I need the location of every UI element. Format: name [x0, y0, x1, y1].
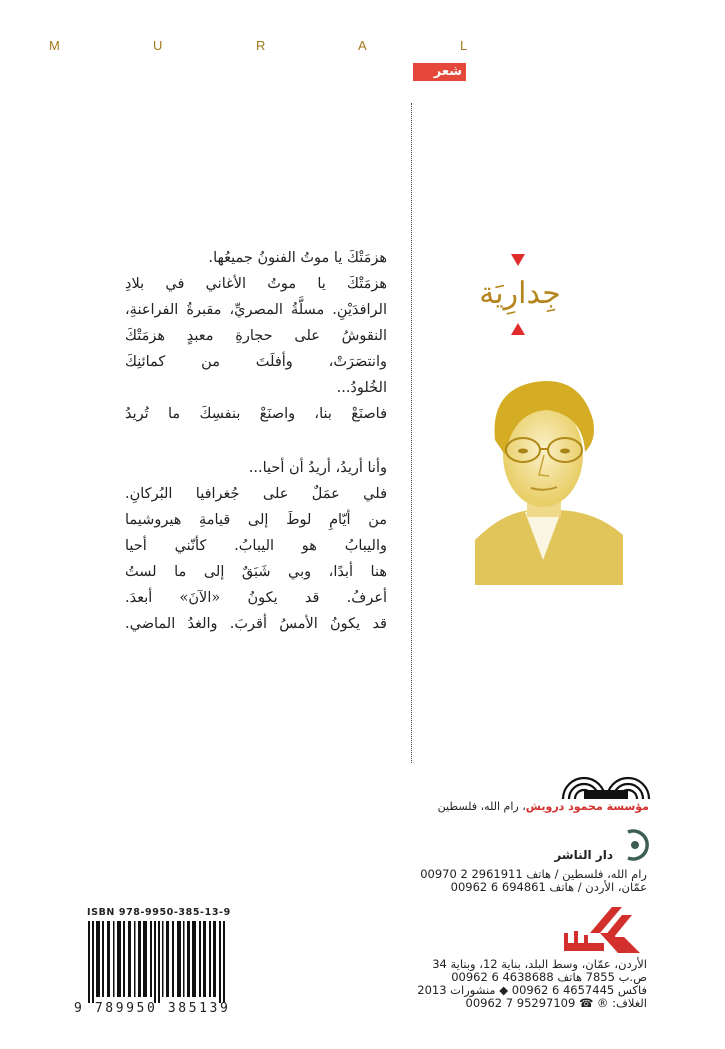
- ahlia-info-line: الغلاف: ® ☎ 95297109 7 00962: [465, 996, 647, 1010]
- poetry-badge: شعر: [413, 63, 466, 81]
- poem-stanza-2: [125, 455, 387, 637]
- poem-line: فلي عمَلٌ على جُغرافيا البُركانِ.: [125, 486, 387, 502]
- ahlia-info-line: الأردن، عمّان، وسط البلد، بناية 12، وبناية 34: [432, 957, 647, 971]
- nashir-logo-icon: [618, 828, 652, 862]
- ahlia-info-line: فاكس 4657445 6 00962 ◆ منشورات 2013: [417, 983, 647, 997]
- poem-line: وانتصَرَتْ، وأفلَتَ من كمائنِكَ: [125, 354, 387, 370]
- poem-line: هزمَتْكَ يا موتُ الأغاني في بلادِ: [125, 276, 387, 292]
- nashir-info-line: رام الله، فلسطين / هاتف 2961911 2 00970: [420, 867, 647, 881]
- poem-line: وأنا أريدُ، أريدُ أن أحيا...: [248, 460, 387, 476]
- series-letter: U: [153, 38, 163, 53]
- poem-line: الخُلودُ...: [336, 380, 387, 396]
- barcode-icon: [88, 921, 225, 1003]
- series-letter: A: [358, 38, 367, 53]
- nashir-info-line: عمّان، الأردن / هاتف 694861 6 00962: [450, 880, 647, 894]
- poem-line: الرافدَيْنِ. مسلَّةُ المصريِّ، مقبرةُ الفراعنةِ،: [125, 302, 387, 318]
- triangle-down-icon: [511, 254, 525, 266]
- dotted-divider: [411, 103, 412, 763]
- poem-line: واليبابُ هو اليبابُ. كأنّني أحيا: [125, 538, 387, 554]
- ahlia-logo-icon: [560, 905, 646, 955]
- poem-line: من أيّامِ لوطَ إلى قيامةِ هيروشيما: [125, 512, 387, 528]
- foundation-address: [438, 800, 649, 813]
- isbn-label: ISBN 978-9950-385-13-9: [87, 907, 231, 918]
- foundation-location: ، رام الله، فلسطين: [437, 800, 526, 813]
- foundation-logo-icon: [560, 773, 652, 799]
- poem-line: هزمَتْكَ يا موتُ الفنونُ جميعُها.: [208, 250, 387, 266]
- series-letter: L: [460, 38, 468, 53]
- nashir-name: دار الناشر: [554, 848, 613, 862]
- barcode-digits: 9 789950 385139: [74, 1001, 231, 1016]
- poet-portrait: [465, 360, 625, 585]
- poem-line: هنا أبدًا، وبي شَبَقٌ إلى ما لستُ: [125, 564, 387, 580]
- triangle-up-icon: [511, 323, 525, 335]
- poem-stanza-1: [125, 245, 387, 427]
- foundation-name: مؤسسة محمود درويش: [525, 800, 649, 813]
- title-text: جِدارِيَة: [479, 276, 561, 311]
- book-title: [470, 250, 570, 340]
- poem-line: قد يكونُ الأمسُ أقربَ. والغدُ الماضي.: [125, 616, 387, 632]
- poem-line: النقوشُ على حجارةِ معبدٍ هزمَتْكَ: [125, 328, 387, 344]
- poem-line: أعرفُ. قد يكونُ «الآنَ» أبعدَ.: [125, 590, 387, 606]
- poem-line: فاصنَعْ بنا، واصنَعْ بنفسِكَ ما تُريدُ: [125, 406, 387, 422]
- series-letter: R: [256, 38, 266, 53]
- ahlia-info-line: ص.ب 7855 هاتف 4638688 6 00962: [451, 970, 647, 984]
- series-letter: M: [49, 38, 60, 53]
